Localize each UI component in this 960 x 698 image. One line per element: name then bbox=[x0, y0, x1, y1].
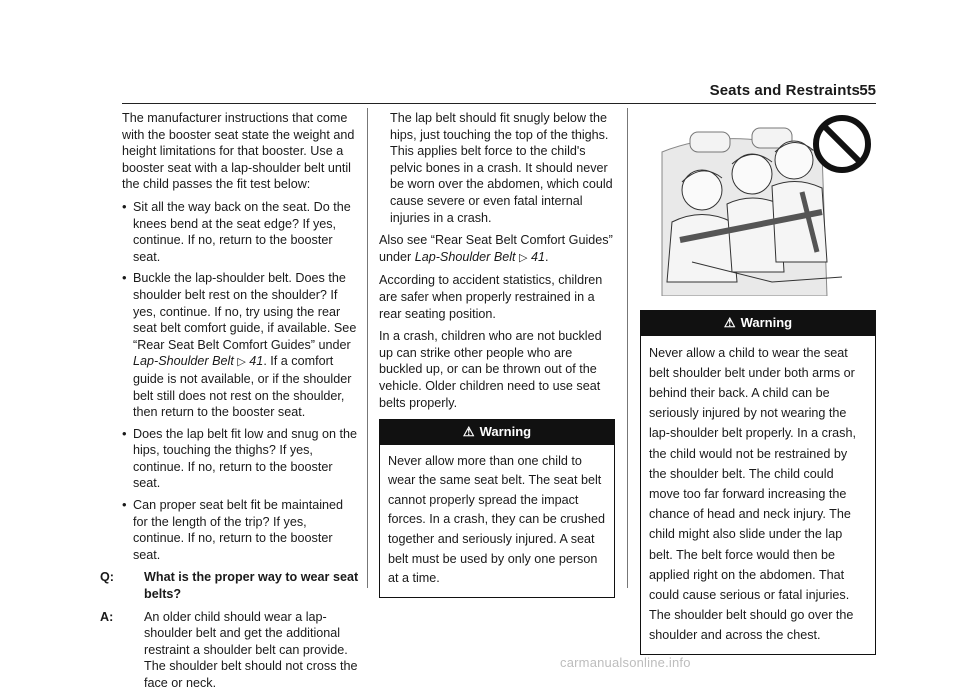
xref-link[interactable]: Lap-Shoulder Belt bbox=[133, 354, 234, 369]
warning-text: Never allow a child to wear the seat belt shoulder belt under both arms or behind their back. A child can be seriously injured by not wearing the lap-shoulder belt properly. In a crash, the child would not be restrained by the shoulder belt. The child could move too far forward increasing the chance of head and neck injury. The child might also slide under the lap belt. The belt force would then be applied right on the abdomen. That could cause serious or fatal injuries. The shoulder belt should go over the shoulder and across the chest. bbox=[649, 345, 856, 643]
also-see-paragraph bbox=[379, 232, 615, 266]
list-item: • Can proper seat belt fit be maintained for the length of the trip? If yes, continue. If no, return to the booster seat. bbox=[122, 497, 360, 563]
watermark: carmanualsonline.info bbox=[560, 655, 691, 670]
warning-text: Never allow more than one child to wear the same seat belt. The seat belt cannot properly spread the impact forces. In a crash, they can be crushed together and seriously injured. A seat belt must be used by only one person at a time. bbox=[388, 453, 606, 586]
column-middle bbox=[379, 110, 615, 598]
section-title: Seats and Restraints bbox=[709, 82, 860, 99]
page-number: 55 bbox=[859, 82, 876, 99]
question bbox=[100, 569, 360, 602]
fit-test-list bbox=[122, 199, 360, 563]
statistics-paragraph: According to accident statistics, children are safer when properly restrained in a rear seating position. bbox=[379, 273, 603, 321]
also-see-text: . bbox=[545, 249, 549, 264]
warning-header bbox=[641, 311, 875, 336]
answer-label: A: bbox=[100, 609, 114, 624]
header-rule bbox=[122, 103, 876, 104]
warning-title: Warning bbox=[740, 315, 793, 330]
list-item: • Does the lap belt fit low and snug on the hips, touching the thighs? If yes, continue. If no, return to the booster seat. bbox=[122, 426, 360, 492]
intro-paragraph: The manufacturer instructions that come with the booster seat state the weight and height limitations for that booster. Use a booster seat with a lap-shoulder belt until the child passes the fit test below: bbox=[122, 111, 355, 192]
answer-text: An older child should wear a lap-shoulder belt and get the additional restraint a shoulder belt can provide. The shoulder belt should not cross the face or neck. bbox=[144, 609, 358, 690]
warning-triangle-icon: ⚠ bbox=[462, 424, 475, 440]
column-divider bbox=[367, 108, 368, 588]
column-left bbox=[100, 110, 360, 698]
column-right bbox=[640, 310, 876, 655]
column-divider bbox=[627, 108, 628, 588]
answer-continued: The lap belt should fit snugly below the hips, just touching the top of the thighs. This applies belt force to the child's pelvic bones in a crash. It should never be worn over the abdomen, which could cause severe or even fatal internal injuries in a crash. bbox=[390, 111, 613, 225]
warning-triangle-icon: ⚠ bbox=[723, 315, 736, 330]
xref-page[interactable]: 41 bbox=[531, 249, 546, 264]
warning-box bbox=[640, 310, 876, 655]
child-seat-belt-illustration bbox=[652, 112, 874, 296]
list-item-text: . If a comfort guide is not available, or if the shoulder belt still does not rest on the shoulder, then return to the booster seat. bbox=[133, 354, 352, 420]
warning-title: Warning bbox=[479, 424, 532, 440]
warning-header bbox=[380, 420, 614, 445]
answer bbox=[100, 609, 360, 692]
question-label: Q: bbox=[100, 570, 114, 585]
question-text: What is the proper way to wear seat belts? bbox=[144, 570, 359, 602]
list-item bbox=[122, 270, 360, 420]
also-see-text: Also see “Rear Seat Belt Comfort Guides” under bbox=[379, 233, 613, 264]
crash-paragraph: In a crash, children who are not buckled up can strike other people who are buckled up, or can be thrown out of the vehicle. Older children need to use seat belts properly. bbox=[379, 329, 602, 410]
xref-link[interactable]: Lap-Shoulder Belt bbox=[414, 249, 516, 264]
warning-box bbox=[379, 419, 615, 598]
arrow-reference-icon: ▷ bbox=[237, 356, 246, 369]
list-item: • Sit all the way back on the seat. Do the knees bend at the seat edge? If yes, continue. If no, return to the booster seat. bbox=[122, 199, 360, 265]
list-item-text: Buckle the lap-shoulder belt. Does the shoulder belt rest on the shoulder? If yes, continue. If no, try using the rear seat belt comfort guide, if available. See “Rear Seat Belt Comfort Guides” under bbox=[133, 271, 357, 352]
arrow-reference-icon: ▷ bbox=[519, 251, 528, 264]
xref-page[interactable]: 41 bbox=[249, 354, 264, 369]
